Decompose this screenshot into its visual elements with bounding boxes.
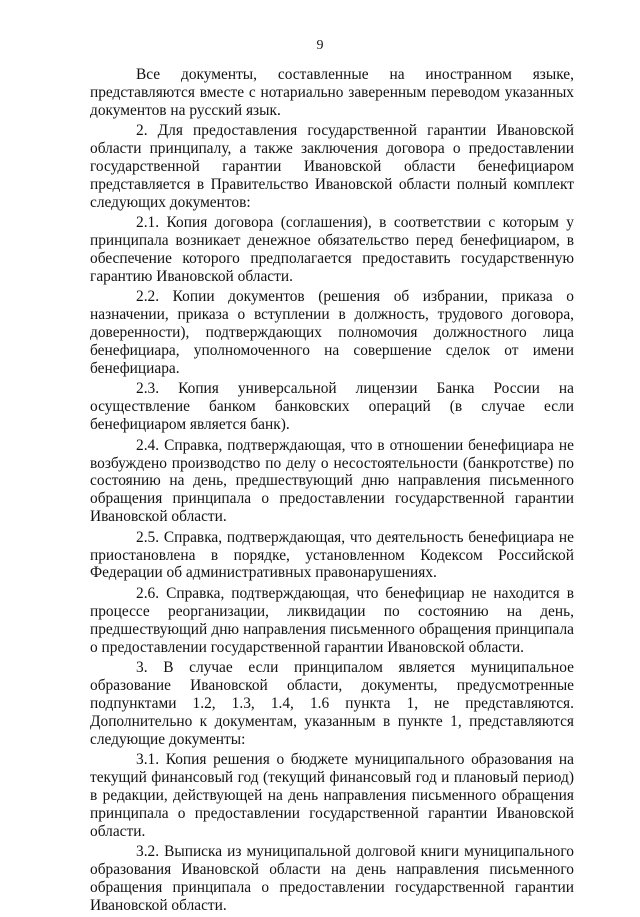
paragraph-2: 2. Для предоставления государственной гарантии Ивановской области принципалу, а также заключения договора о предоставлении государственной гарантии Ивановской области бенефициаром представляется в Правительство Ивановской области полный комплект следующих документов: bbox=[90, 122, 574, 211]
page-number: 9 bbox=[316, 38, 324, 53]
paragraph-2-1: 2.1. Копия договора (соглашения), в соответствии с которым у принципала возникает денежное обязательство перед бенефициаром, в обеспечение которого предполагается предоставить государственную гарантию Ивановской области. bbox=[90, 214, 574, 285]
document-body bbox=[90, 66, 574, 917]
paragraph-foreign-documents: Все документы, составленные на иностранном языке, представляются вместе с нотариально заверенным переводом указанных документов на русский язык. bbox=[90, 66, 574, 119]
paragraph-2-2: 2.2. Копии документов (решения об избрании, приказа о назначении, приказа о вступлении в должность, трудового договора, доверенности), подтверждающих полномочия должностного лица бенефициара, уполномоченного на совершение сделок от имени бенефициара. bbox=[90, 288, 574, 377]
paragraph-2-4: 2.4. Справка, подтверждающая, что в отношении бенефициара не возбуждено производство по делу о несостоятельности (банкротстве) по состоянию на день, предшествующий дню направления письменного обращения принципала о предоставлении государственной гарантии Ивановской области. bbox=[90, 436, 574, 526]
paragraph-3-1: 3.1. Копия решения о бюджете муниципального образования на текущий финансовый год (текущий финансовый год и плановый период) в редакции, действующей на день направления письменного обращения принципала о предоставлении государственной гарантии Ивановской области. bbox=[90, 751, 574, 840]
paragraph-2-5: 2.5. Справка, подтверждающая, что деятельность бенефициара не приостановлена в порядке, установленном Кодексом Российской Федерации об административных правонарушениях. bbox=[90, 528, 574, 582]
paragraph-2-6: 2.6. Справка, подтверждающая, что бенефициар не находится в процессе реорганизации, ликвидации по состоянию на день, предшествующий дню направления письменного обращения принципала о предоставлении государственной гарантии Ивановской области. bbox=[90, 584, 574, 656]
paragraph-3: 3. В случае если принципалом является муниципальное образование Ивановской области, документы, предусмотренные подпунктами 1.2, 1.3, 1.4, 1.6 пункта 1, не представляются. Дополнительно к документам, указанным в пункте 1, представляются следующие документы: bbox=[90, 659, 574, 748]
paragraph-2-3: 2.3. Копия универсальной лицензии Банка России на осуществление банком банковских операций (в случае если бенефициаром является банк). bbox=[90, 380, 574, 434]
paragraph-3-2: 3.2. Выписка из муниципальной долговой книги муниципального образования Ивановской области на день направления письменного обращения принципала о предоставлении государственной гарантии Ивановской области. bbox=[90, 843, 574, 914]
